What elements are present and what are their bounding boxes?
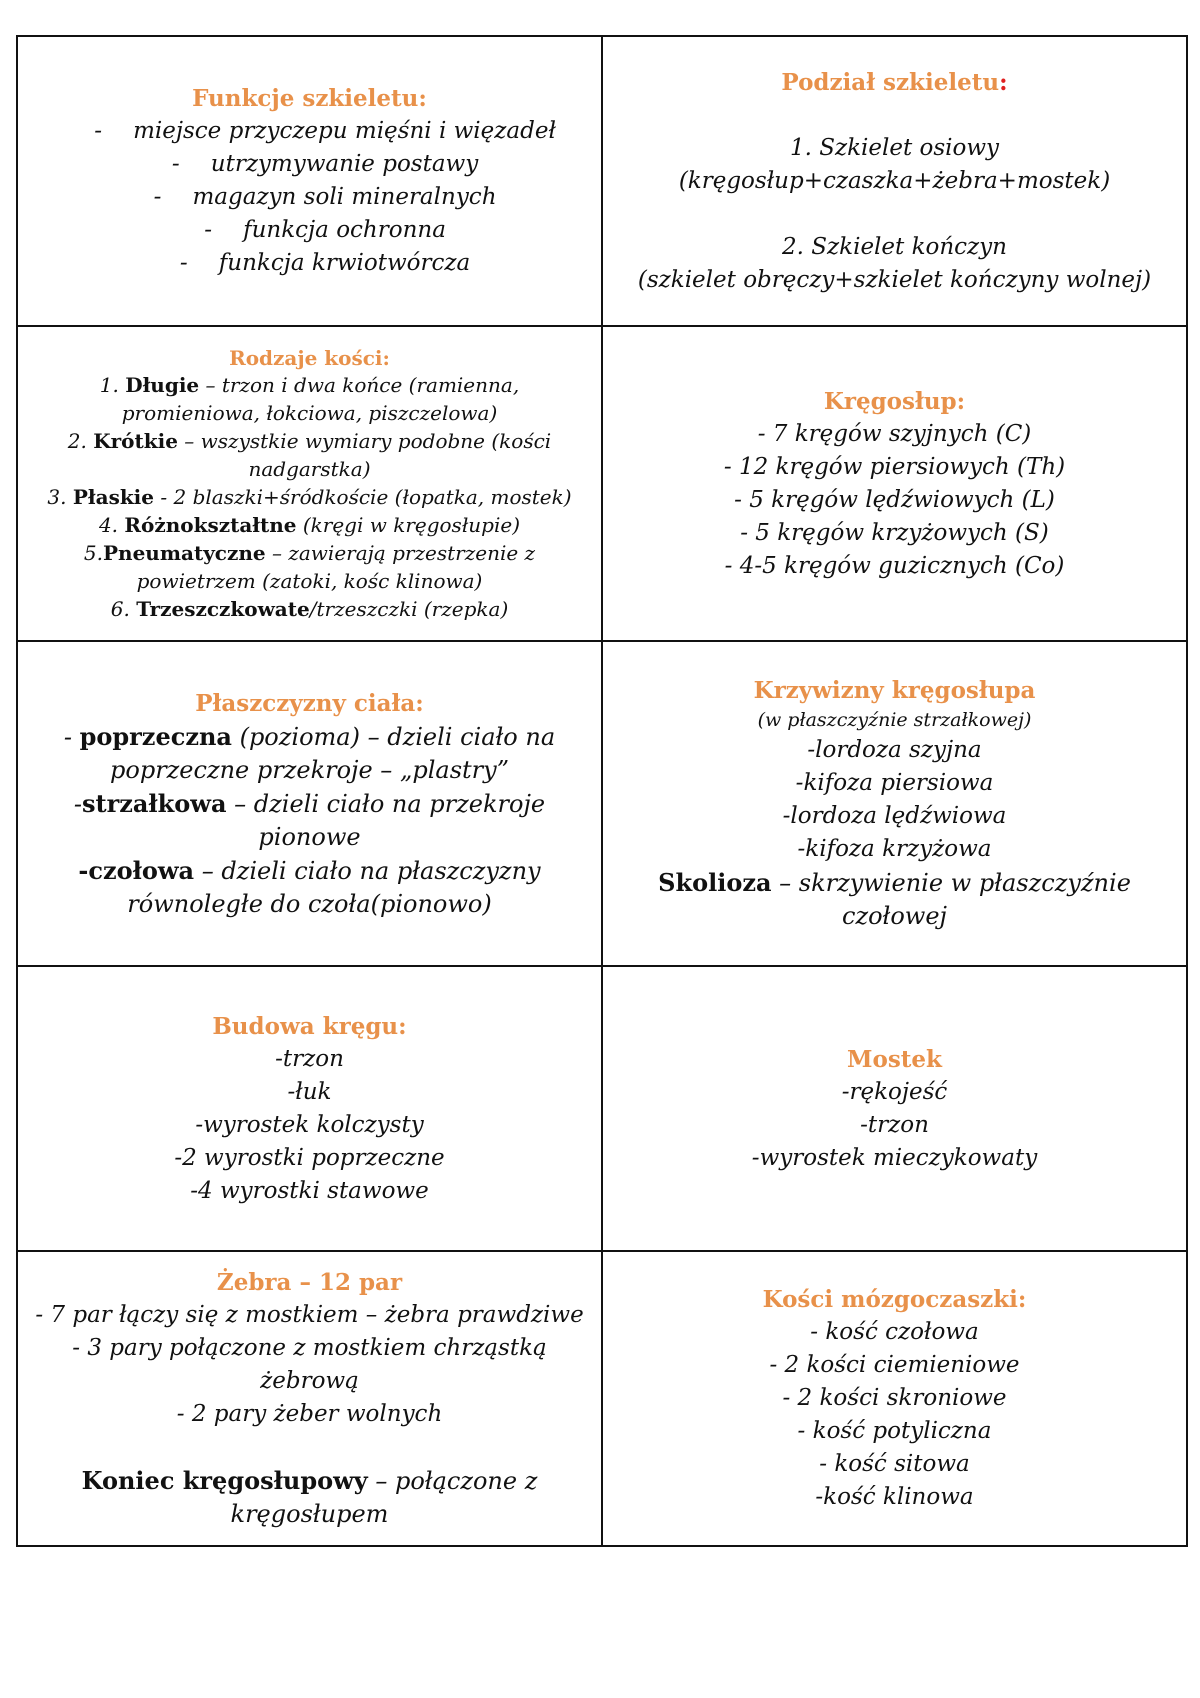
list-item: - miejsce przyczepu mięśni i więzadeł <box>94 118 556 144</box>
list-item: - 7 kręgów szyjnych (C) <box>757 420 1032 447</box>
list-item: (szkielet obręczy+szkielet kończyny wolnej) <box>637 266 1152 293</box>
list-item: 1. Szkielet osiowy <box>789 134 1000 161</box>
list-item: - kość czołowa <box>810 1319 979 1345</box>
list-item: - funkcja ochronna <box>204 217 446 243</box>
list-item: Koniec kręgosłupowy – połączone z kręgosłupem <box>81 1466 538 1528</box>
list-item: - 4-5 kręgów guzicznych (Co) <box>724 552 1065 579</box>
list-item: 1. Długie – trzon i dwa końce (ramienna, promieniowa, łokciowa, piszczelowa) <box>99 372 520 425</box>
list-item: - 5 kręgów krzyżowych (S) <box>740 519 1049 546</box>
cell-kosci-mozgoczaszki <box>602 1251 1187 1546</box>
cell-title: Kości mózgoczaszki: <box>762 1286 1027 1313</box>
list-item: 2. Krótkie – wszystkie wymiary podobne (kości nadgarstka) <box>67 428 552 481</box>
list-item: 6. Trzeszczkowate/trzeszczki (rzepka) <box>110 596 509 621</box>
cell-subtitle: (w płaszczyźnie strzałkowej) <box>757 709 1032 731</box>
list-item: -trzon <box>860 1111 929 1138</box>
list-item: - 7 par łączy się z mostkiem – żebra prawdziwe <box>35 1302 584 1328</box>
list-item: - 5 kręgów lędźwiowych (L) <box>734 486 1055 513</box>
list-item: - kość potyliczna <box>797 1418 992 1444</box>
cell-mostek <box>602 966 1187 1251</box>
cell-title: Żebra – 12 par <box>216 1269 403 1296</box>
list-item: - kość sitowa <box>819 1451 970 1477</box>
list-item: -rękojeść <box>841 1078 948 1105</box>
cell-podzial-szkieletu <box>602 36 1187 326</box>
cell-funkcje-szkieletu <box>17 36 602 326</box>
cell-budowa-kregu <box>17 966 602 1251</box>
cell-title: Kręgosłup: <box>823 387 966 415</box>
list-item: 5.Pneumatyczne – zawierają przestrzenie z powietrzem (zatoki, kośc klinowa) <box>83 540 536 593</box>
cell-title: Płaszczyzny ciała: <box>195 689 424 717</box>
list-item: 3. Płaskie - 2 blaszki+śródkoście (łopatka, mostek) <box>47 484 572 509</box>
cell-title: Budowa kręgu: <box>212 1012 407 1040</box>
list-item: -łuk <box>287 1078 332 1105</box>
list-item: -trzon <box>275 1045 344 1072</box>
list-item: - 2 kości skroniowe <box>782 1385 1007 1411</box>
list-item: - utrzymywanie postawy <box>171 151 479 177</box>
list-item: -kość klinowa <box>815 1484 974 1510</box>
list-item: - 2 kości ciemieniowe <box>769 1352 1020 1378</box>
list-item: -kifoza piersiowa <box>795 770 994 796</box>
cell-plaszczyzny-ciala <box>17 641 602 966</box>
list-item: -wyrostek kolczysty <box>195 1111 424 1138</box>
flashcard-grid <box>16 35 1188 1547</box>
list-item: - 2 pary żeber wolnych <box>176 1401 443 1427</box>
list-item: -kifoza krzyżowa <box>797 836 992 862</box>
list-item: 4. Różnokształtne (kręgi w kręgosłupie) <box>98 512 521 537</box>
cell-kregoslup <box>602 326 1187 641</box>
list-item: 2. Szkielet kończyn <box>782 233 1007 260</box>
cell-title: Podział szkieletu: <box>781 68 1008 96</box>
list-item: -lordoza lędźwiowa <box>782 803 1007 829</box>
cell-zebra <box>17 1251 602 1546</box>
list-item: - magazyn soli mineralnych <box>153 184 497 210</box>
cell-title: Rodzaje kości: <box>229 345 390 370</box>
list-item: -4 wyrostki stawowe <box>190 1177 429 1204</box>
list-item: Skolioza – skrzywienie w płaszczyźnie czołowej <box>658 868 1131 930</box>
list-item: -strzałkowa – dzieli ciało na przekroje pionowe <box>73 788 546 851</box>
list-item: - 12 kręgów piersiowych (Th) <box>723 453 1066 480</box>
list-item: - funkcja krwiotwórcza <box>179 250 471 276</box>
list-item: -wyrostek mieczykowaty <box>751 1144 1038 1171</box>
cell-title: Krzywizny kręgosłupa <box>753 677 1036 704</box>
list-item: -2 wyrostki poprzeczne <box>174 1144 445 1171</box>
list-item: -lordoza szyjna <box>807 737 982 763</box>
list-item: - poprzeczna (pozioma) – dzieli ciało na poprzeczne przekroje – „plastry” <box>63 721 556 784</box>
cell-rodzaje-kosci <box>17 326 602 641</box>
cell-title: Funkcje szkieletu: <box>192 85 427 112</box>
list-item: (kręgosłup+czaszka+żebra+mostek) <box>678 167 1111 194</box>
cell-krzywizny-kregoslupa <box>602 641 1187 966</box>
list-item: -czołowa – dzieli ciało na płaszczyzny równoległe do czoła(pionowo) <box>78 855 541 918</box>
list-item: - 3 pary połączone z mostkiem chrząstką żebrową <box>72 1335 547 1394</box>
cell-title: Mostek <box>847 1045 942 1073</box>
